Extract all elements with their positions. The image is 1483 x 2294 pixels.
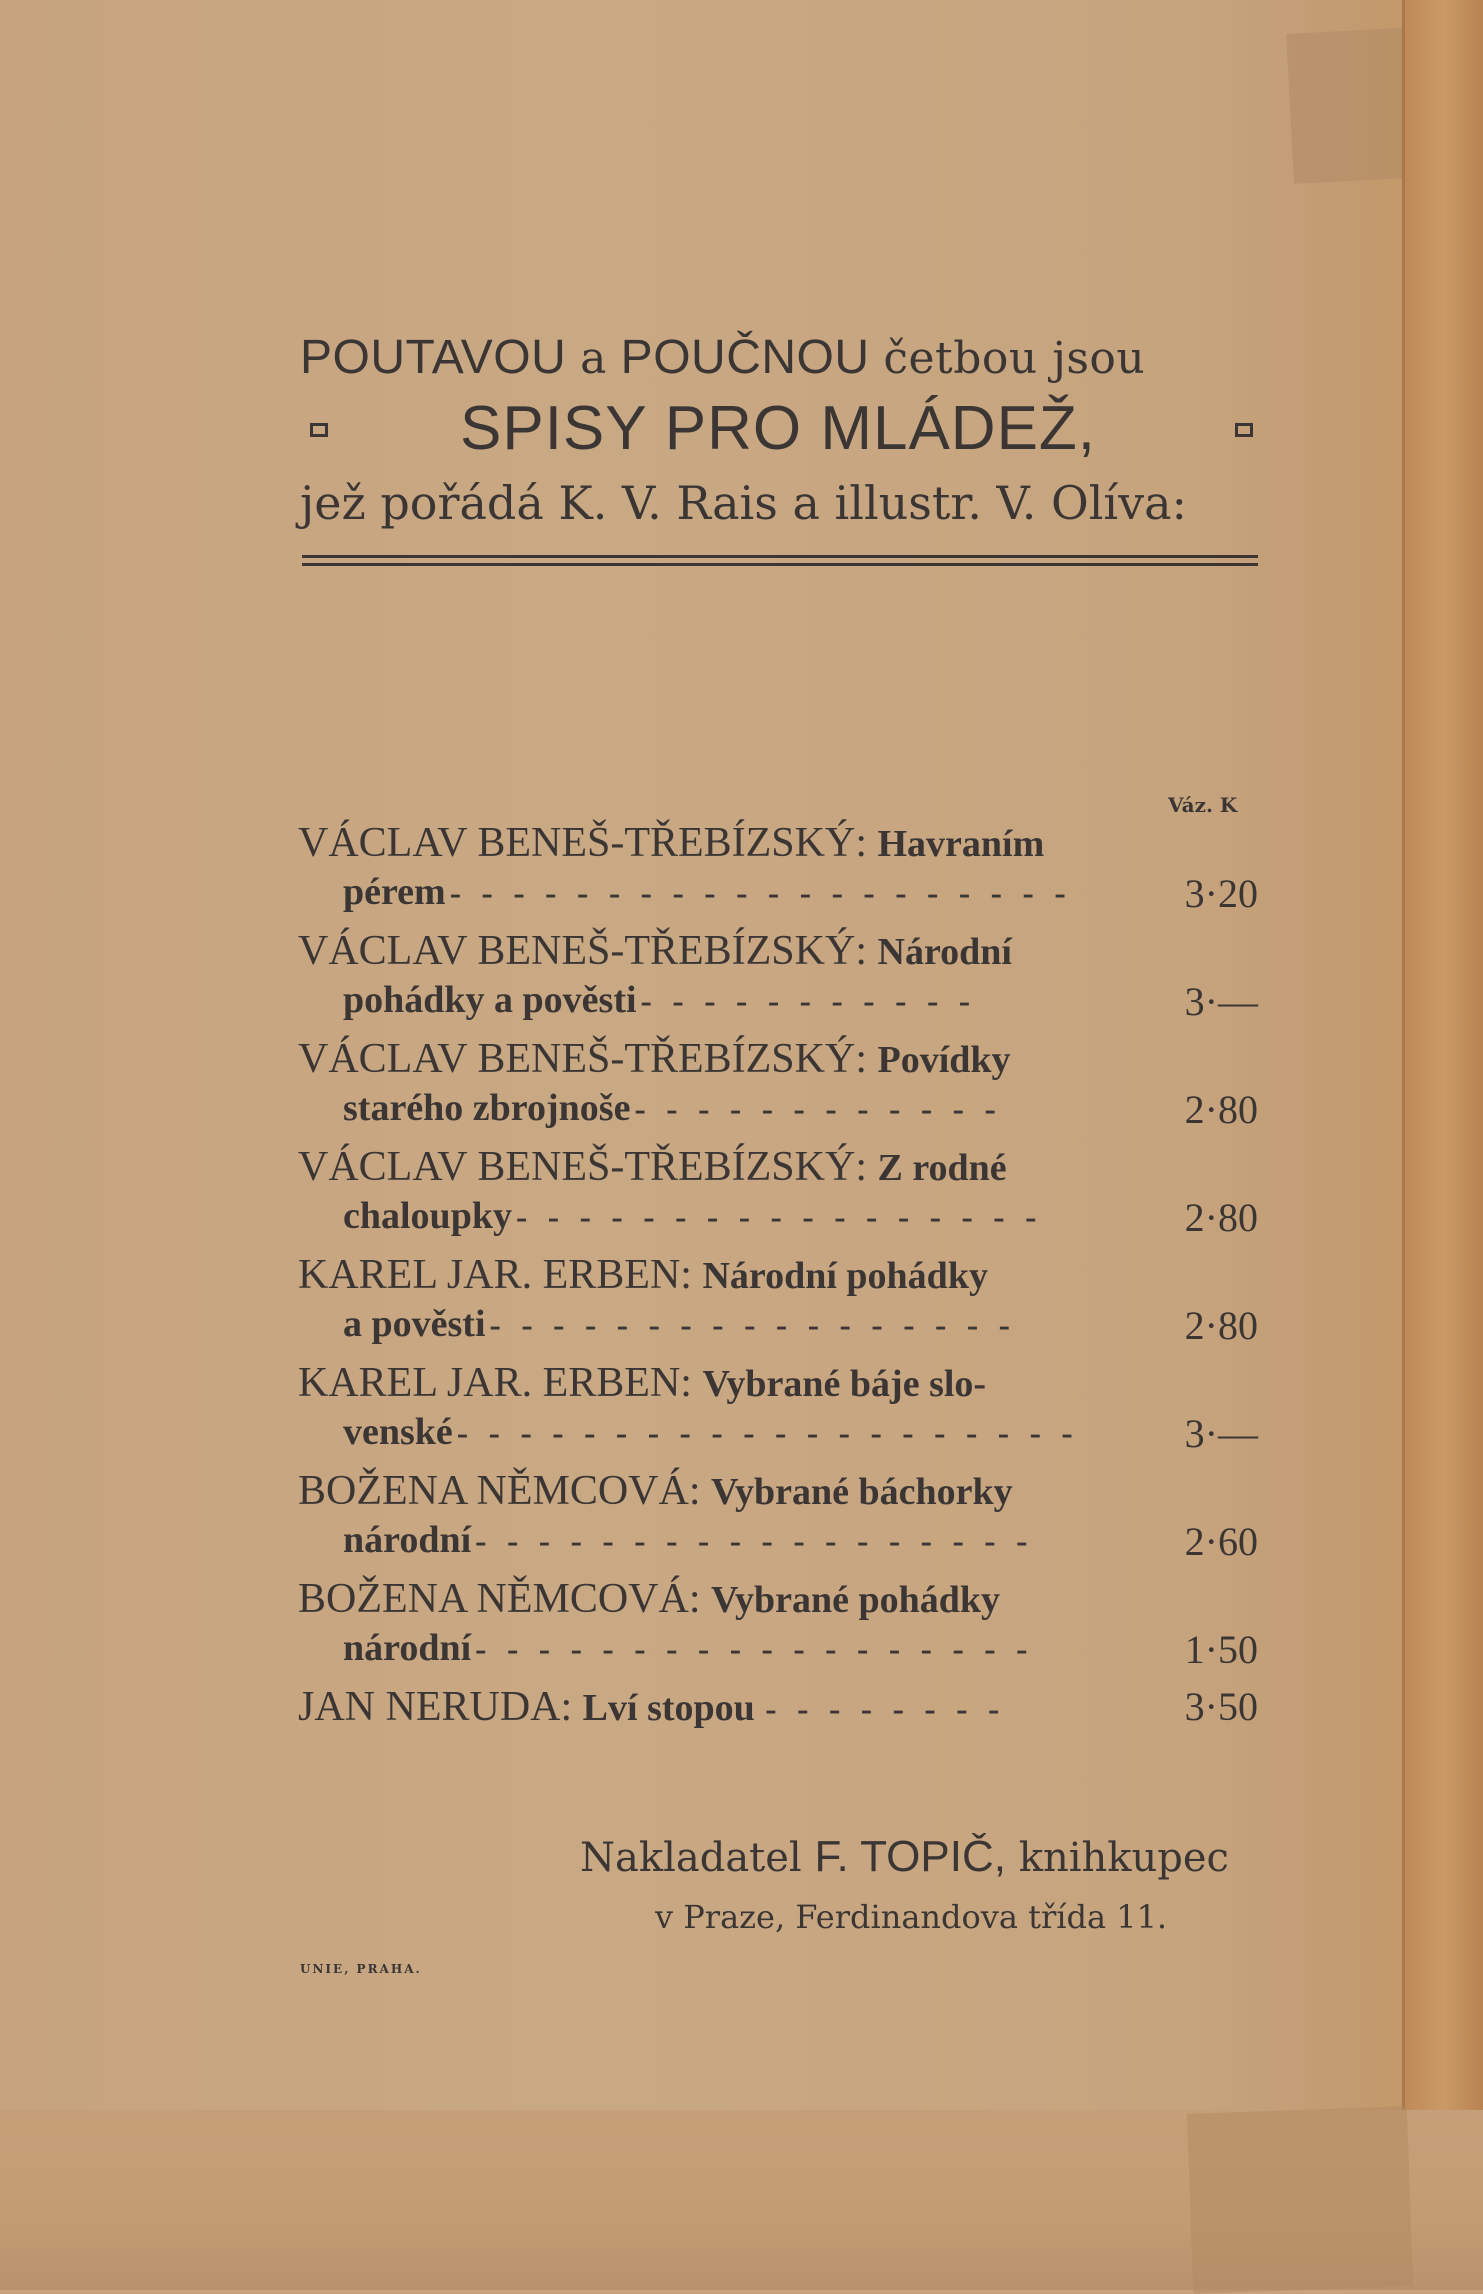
list-item — [298, 1034, 1258, 1142]
price-column-header: Váz. K — [1168, 793, 1238, 817]
leader-dots: - - - - - - - - - - - - - - - - - — [515, 1199, 1043, 1236]
entry-work-cont: národní — [343, 1627, 472, 1669]
leader-dots: - - - - - - - - - - - - - - - - - — [489, 1307, 1016, 1344]
book-list — [298, 818, 1258, 1735]
leader-dots: - - - - - - - - - - - - — [634, 1091, 1002, 1128]
entry-price: 3·20 — [1184, 871, 1258, 916]
entry-work: Vybrané báchorky — [711, 1471, 1013, 1513]
entry-author: VÁCLAV BENEŠ-TŘEBÍZSKÝ: — [298, 820, 867, 866]
header-line-1 — [300, 328, 1260, 389]
publisher-line — [580, 1832, 1229, 1882]
entry-work-cont: chaloupky — [343, 1195, 512, 1237]
entry-author: KAREL JAR. ERBEN: — [298, 1360, 692, 1406]
list-item — [298, 818, 1258, 926]
rule-bottom — [302, 563, 1258, 566]
entry-work: Havraním — [877, 823, 1045, 865]
leader-dots: - - - - - - - - - - - - - - - - - - — [475, 1631, 1034, 1668]
ornament-right-icon — [1235, 423, 1253, 437]
publisher-prefix: Nakladatel — [580, 1835, 802, 1881]
rule-top — [302, 555, 1258, 558]
entry-price: 3·50 — [1184, 1684, 1258, 1729]
leader-dots: - - - - - - - - - - - - - - - - - - - - — [456, 1415, 1079, 1452]
entry-work: Národní — [877, 931, 1012, 973]
entry-price: 2·60 — [1184, 1519, 1258, 1564]
printer-mark: UNIE, PRAHA. — [300, 1962, 422, 1976]
publisher-name: F. TOPIČ, — [814, 1832, 1006, 1881]
entry-work-cont: a pověsti — [343, 1303, 486, 1345]
list-item — [298, 1682, 1258, 1735]
double-rule — [302, 555, 1258, 571]
book-spine — [1402, 0, 1483, 2290]
header-line-3: jež pořádá K. V. Rais a illustr. V. Olíva: — [300, 476, 1188, 530]
list-item — [298, 1358, 1258, 1466]
entry-author: BOŽENA NĚMCOVÁ: — [298, 1468, 701, 1514]
list-item — [298, 1142, 1258, 1250]
entry-work: Z rodné — [877, 1147, 1007, 1189]
leader-dots: - - - - - - - - — [765, 1691, 1006, 1728]
header-word-a: a — [580, 333, 607, 384]
entry-author: BOŽENA NĚMCOVÁ: — [298, 1576, 701, 1622]
leader-dots: - - - - - - - - - - - - - - - - - - - - — [449, 875, 1072, 912]
ornament-left-icon — [310, 423, 328, 437]
entry-work-cont: venské — [343, 1411, 453, 1453]
entry-author: VÁCLAV BENEŠ-TŘEBÍZSKÝ: — [298, 1036, 867, 1082]
list-item — [298, 1574, 1258, 1682]
series-title: SPISY PRO MLÁDEŽ, — [460, 394, 1097, 463]
tape-stain-bottom — [1187, 2106, 1413, 2294]
entry-author: VÁCLAV BENEŠ-TŘEBÍZSKÝ: — [298, 1144, 867, 1190]
entry-work-cont: národní — [343, 1519, 472, 1561]
entry-author: KAREL JAR. ERBEN: — [298, 1252, 692, 1298]
entry-work-cont: starého zbrojnoše — [343, 1087, 631, 1129]
list-item — [298, 1466, 1258, 1574]
entry-work-cont: pérem — [343, 871, 446, 913]
entry-author: VÁCLAV BENEŠ-TŘEBÍZSKÝ: — [298, 928, 867, 974]
entry-work: Vybrané pohádky — [711, 1579, 1001, 1621]
leader-dots: - - - - - - - - - - - - - - - - - - — [475, 1523, 1034, 1560]
header-line-2 — [300, 393, 1260, 473]
leader-dots: - - - - - - - - - - - — [640, 983, 977, 1020]
entry-work: Lví stopou — [582, 1687, 755, 1729]
advert-header — [300, 328, 1260, 533]
publisher-suffix: knihkupec — [1018, 1835, 1229, 1881]
publisher-imprint — [580, 1832, 1229, 1936]
list-item — [298, 926, 1258, 1034]
entry-work: Národní pohádky — [702, 1255, 988, 1297]
entry-price: 1·50 — [1184, 1627, 1258, 1672]
entry-work: Povídky — [877, 1039, 1011, 1081]
header-word-poucnou: POUČNOU — [620, 331, 870, 384]
entry-price: 2·80 — [1184, 1087, 1258, 1132]
publisher-address: v Praze, Ferdinandova třída 11. — [655, 1898, 1168, 1936]
entry-work: Vybrané báje slo- — [702, 1363, 987, 1405]
list-item — [298, 1250, 1258, 1358]
entry-price: 3·— — [1184, 979, 1258, 1024]
header-word-cetbou: četbou jsou — [883, 333, 1146, 384]
entry-price: 2·80 — [1184, 1303, 1258, 1348]
entry-author: JAN NERUDA: — [298, 1684, 573, 1730]
entry-work-cont: pohádky a pověsti — [343, 979, 637, 1021]
header-word-poutavou: POUTAVOU — [300, 331, 567, 384]
entry-price: 2·80 — [1184, 1195, 1258, 1240]
entry-price: 3·— — [1184, 1411, 1258, 1456]
